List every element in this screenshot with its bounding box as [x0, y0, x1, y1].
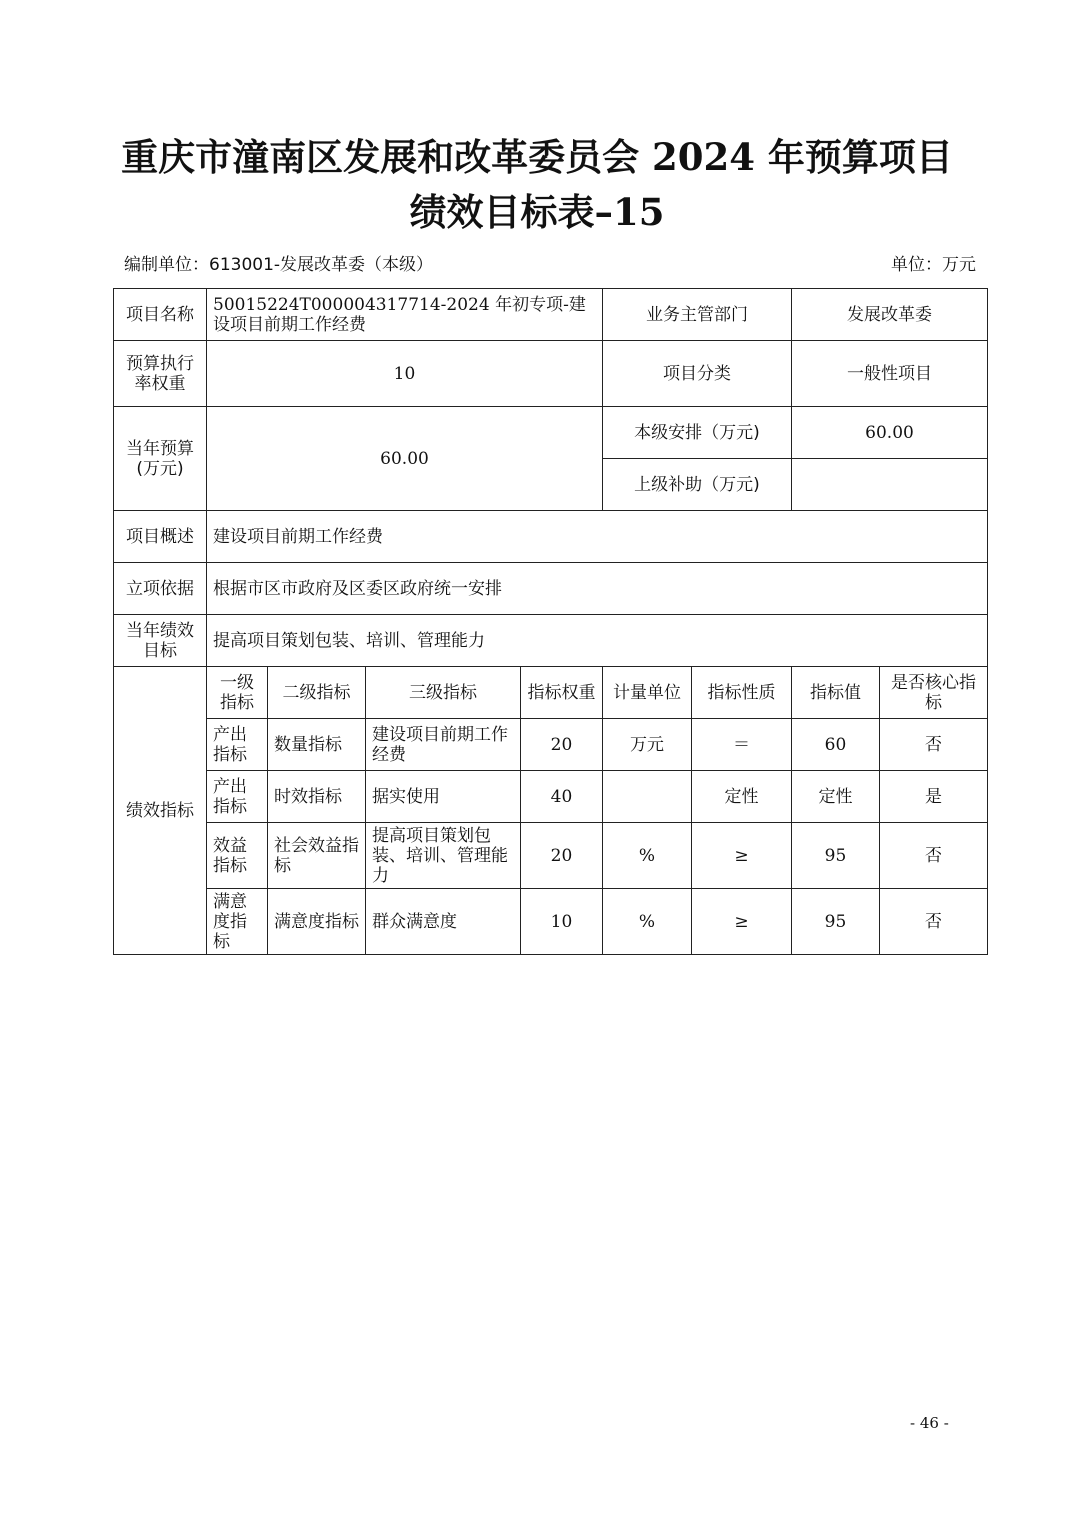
level2-cell: 满意度指标 [268, 889, 366, 955]
level3-cell: 提高项目策划包装、培训、管理能力 [366, 823, 521, 889]
row-project-name [114, 289, 988, 341]
level2-cell: 社会效益指标 [268, 823, 366, 889]
goal-label: 当年绩效目标 [114, 615, 207, 667]
header-cell: 指标性质 [692, 667, 792, 719]
dept-value: 发展改革委 [792, 289, 988, 341]
header-cell: 一级指标 [207, 667, 268, 719]
basis-value: 根据市区市政府及区委区政府统一安排 [207, 563, 988, 615]
header-cell: 指标权重 [521, 667, 603, 719]
weight-cell: 10 [521, 889, 603, 955]
table-row [114, 823, 988, 889]
budget-label: 当年预算(万元) [114, 407, 207, 511]
level3-cell: 建设项目前期工作经费 [366, 719, 521, 771]
category-value: 一般性项目 [792, 341, 988, 407]
header-cell: 二级指标 [268, 667, 366, 719]
level1-cell: 产出指标 [207, 771, 268, 823]
level1-cell: 满意度指标 [207, 889, 268, 955]
unit-cell: 万元 [603, 719, 692, 771]
table-row [114, 771, 988, 823]
exec-weight-value: 10 [207, 341, 603, 407]
header-cell: 是否核心指标 [880, 667, 988, 719]
core-cell: 否 [880, 889, 988, 955]
table-row [114, 719, 988, 771]
goal-value: 提高项目策划包装、培训、管理能力 [207, 615, 988, 667]
level1-cell: 效益指标 [207, 823, 268, 889]
nature-cell: ＝ [692, 719, 792, 771]
unit-cell [603, 771, 692, 823]
table-row [114, 889, 988, 955]
level3-cell: 群众满意度 [366, 889, 521, 955]
core-cell: 否 [880, 719, 988, 771]
overview-label: 项目概述 [114, 511, 207, 563]
value-cell: 95 [792, 889, 880, 955]
row-budget-local [114, 407, 988, 459]
indicator-header-row [114, 667, 988, 719]
value-cell: 95 [792, 823, 880, 889]
unit-cell: % [603, 823, 692, 889]
level1-cell: 产出指标 [207, 719, 268, 771]
indicators-section-label: 绩效指标 [114, 667, 207, 955]
local-value: 60.00 [792, 407, 988, 459]
row-overview [114, 511, 988, 563]
header-cell: 三级指标 [366, 667, 521, 719]
level2-cell: 时效指标 [268, 771, 366, 823]
level3-cell: 据实使用 [366, 771, 521, 823]
nature-cell: ≥ [692, 823, 792, 889]
currency-unit: 单位：万元 [891, 255, 976, 275]
value-cell: 60 [792, 719, 880, 771]
dept-label: 业务主管部门 [603, 289, 792, 341]
project-name-value: 50015224T000004317714-2024 年初专项-建设项目前期工作经费 [207, 289, 603, 341]
unit-cell: % [603, 889, 692, 955]
header-cell: 指标值 [792, 667, 880, 719]
row-basis [114, 563, 988, 615]
local-label: 本级安排（万元) [603, 407, 792, 459]
core-cell: 否 [880, 823, 988, 889]
basis-label: 立项依据 [114, 563, 207, 615]
budget-value: 60.00 [207, 407, 603, 511]
header-cell: 计量单位 [603, 667, 692, 719]
weight-cell: 20 [521, 719, 603, 771]
exec-weight-label: 预算执行率权重 [114, 341, 207, 407]
overview-value: 建设项目前期工作经费 [207, 511, 988, 563]
core-cell: 是 [880, 771, 988, 823]
title-line-2: 绩效目标表–15 [409, 190, 665, 234]
page-number: - 46 - [910, 1414, 949, 1432]
subsidy-label: 上级补助（万元) [603, 459, 792, 511]
weight-cell: 20 [521, 823, 603, 889]
project-name-label: 项目名称 [114, 289, 207, 341]
nature-cell: ≥ [692, 889, 792, 955]
nature-cell: 定性 [692, 771, 792, 823]
category-label: 项目分类 [603, 341, 792, 407]
performance-target-table [113, 288, 988, 955]
compiling-unit: 编制单位：613001-发展改革委（本级） [124, 255, 434, 275]
level2-cell: 数量指标 [268, 719, 366, 771]
subsidy-value [792, 459, 988, 511]
row-goal [114, 615, 988, 667]
weight-cell: 40 [521, 771, 603, 823]
value-cell: 定性 [792, 771, 880, 823]
row-exec-weight [114, 341, 988, 407]
title-line-1: 重庆市潼南区发展和改革委员会 2024 年预算项目 [121, 135, 953, 179]
